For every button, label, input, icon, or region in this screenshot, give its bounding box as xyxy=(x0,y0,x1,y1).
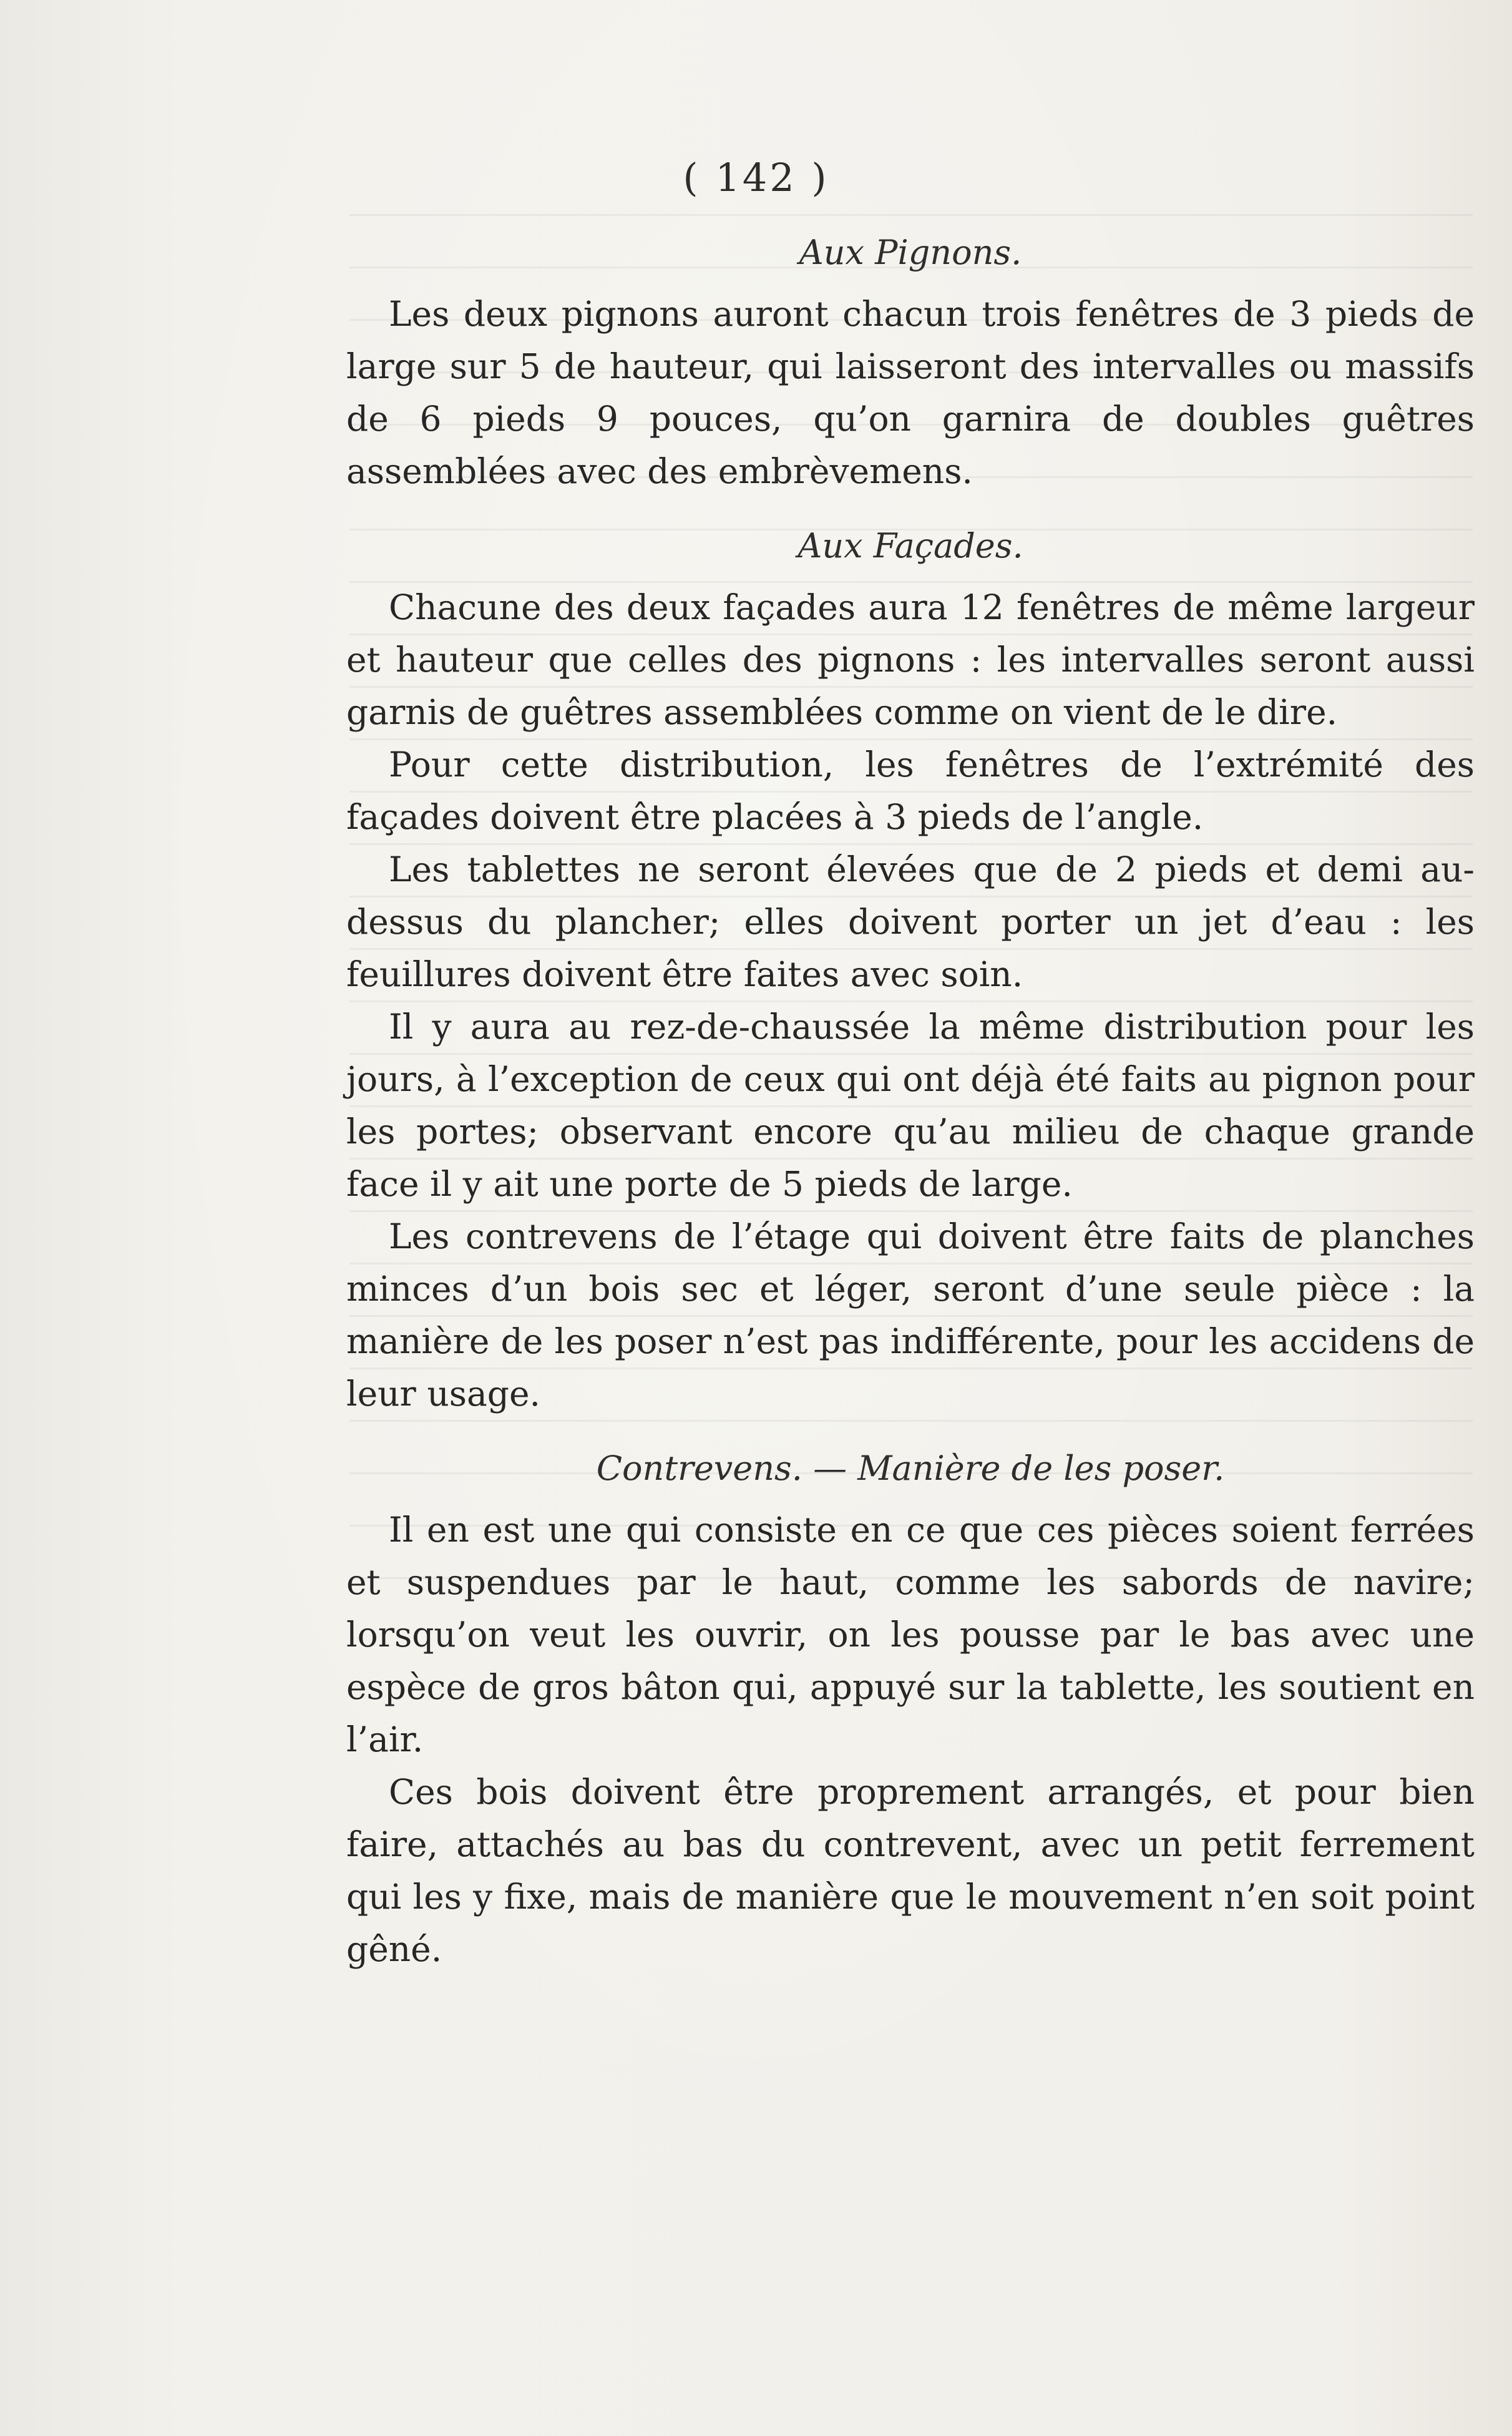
paragraph: Ces bois doivent être proprement arrangés, et pour bien faire, attachés au bas du contrevent, avec un petit ferrement qui les y fixe, mais de manière que le mouvement n’en soit point gêné. xyxy=(346,1772,1475,1969)
section-heading-contrevens: Contrevens. — Manière de les poser. xyxy=(596,1449,1225,1488)
paragraph: Les tablettes ne seront élevées que de 2 pieds et demi au-dessus du plancher; elles doivent porter un jet d’eau : les feuillures doivent être faites avec soin. xyxy=(346,849,1475,994)
paragraph: Chacune des deux façades aura 12 fenêtres de même largeur et hauteur que celles des pignons : les intervalles seront aussi garnis de guêtres assemblées comme on vient de le dire. xyxy=(346,587,1475,732)
section-heading-pignons: Aux Pignons. xyxy=(799,233,1022,272)
paragraph: Il en est une qui consiste en ce que ces pièces soient ferrées et suspendues par le haut, comme les sabords de navire; lorsqu’on veut les ouvrir, on les pousse par le bas avec une espèce de gros bâton qui, appuyé sur la tablette, les soutient en l’air. xyxy=(346,1510,1475,1759)
text-block xyxy=(346,228,1475,1975)
paragraph: Il y aura au rez-de-chaussée la même distribution pour les jours, à l’exception de ceux qui ont déjà été faits au pignon pour les portes; observant encore qu’au milieu de chaque grande face il y ait une porte de 5 pieds de large. xyxy=(346,1007,1475,1204)
section-heading-facades: Aux Façades. xyxy=(797,526,1023,565)
paragraph: Les contrevens de l’étage qui doivent être faits de planches minces d’un bois sec et léger, seront d’une seule pièce : la manière de les poser n’est pas indifférente, pour les accidens de leur usage. xyxy=(346,1216,1475,1414)
paragraph: Pour cette distribution, les fenêtres de l’extrémité des façades doivent être placées à 3 pieds de l’angle. xyxy=(346,745,1475,837)
paragraph: Les deux pignons auront chacun trois fenêtres de 3 pieds de large sur 5 de hauteur, qui laisseront des intervalles ou massifs de 6 pieds 9 pouces, qu’on garnira de doubles guêtres assemblées avec des embrèvemens. xyxy=(346,294,1475,491)
page-number: ( 142 ) xyxy=(683,155,829,200)
